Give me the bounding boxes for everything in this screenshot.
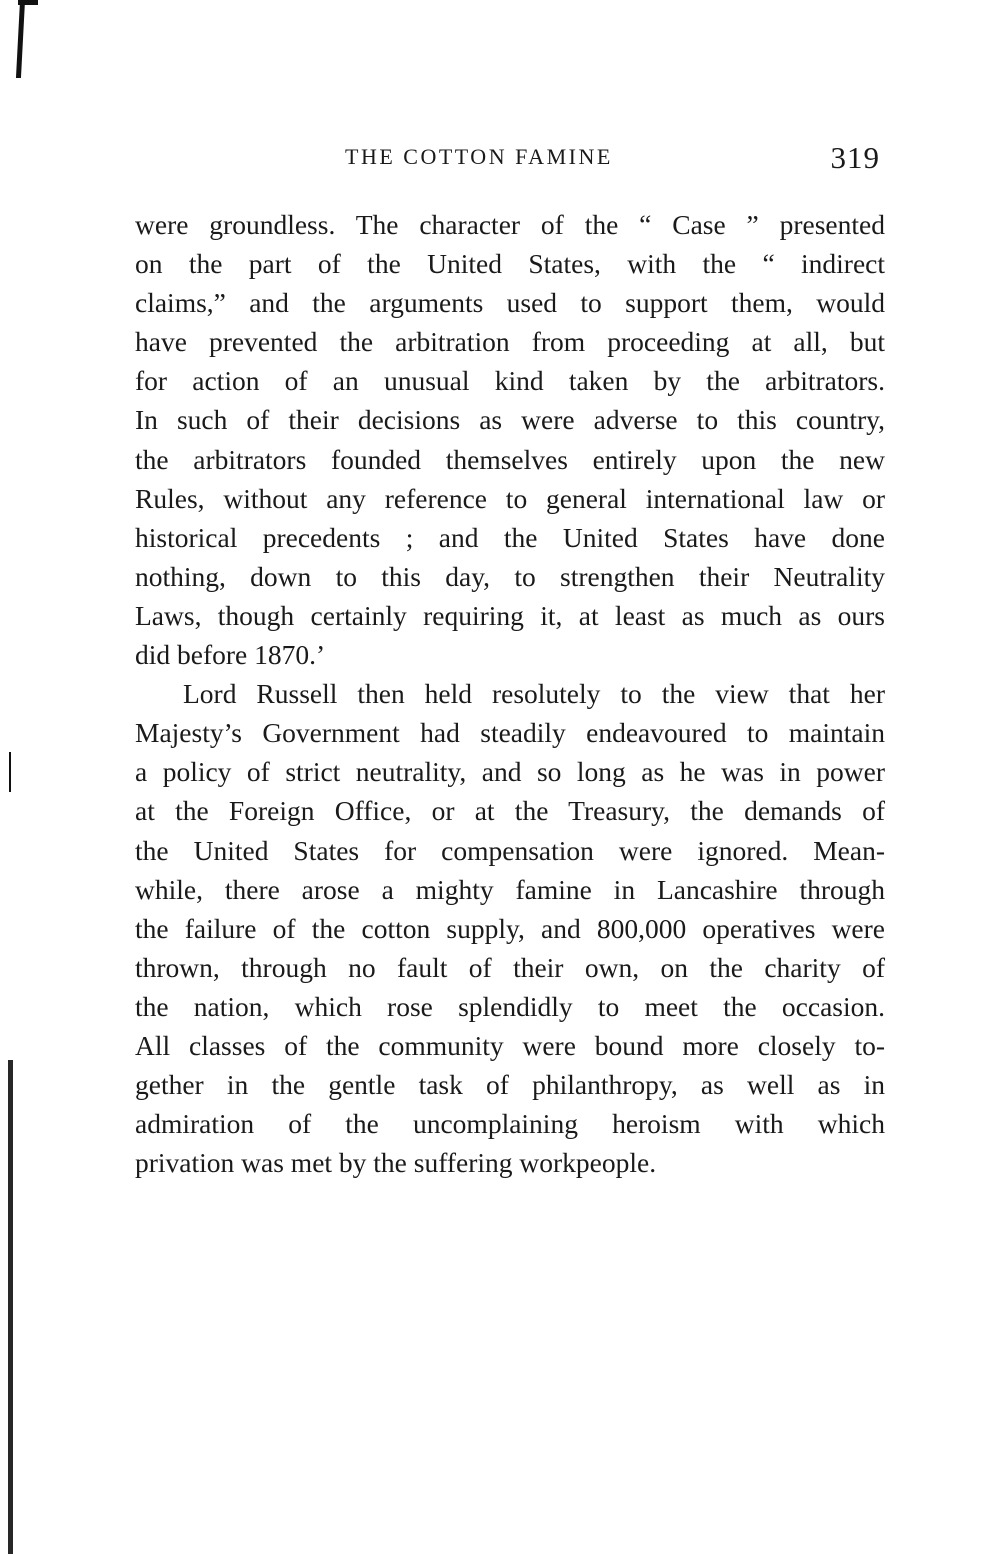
text-line: thrown, through no fault of their own, on the charity of <box>135 951 885 983</box>
text-line: historical precedents ; and the United States have done <box>135 521 885 553</box>
text-line: did before 1870.’ <box>135 639 326 671</box>
text-line: In such of their decisions as were adverse to this country, <box>135 404 885 436</box>
paragraph-1 <box>135 205 885 674</box>
text-line: Lord Russell then held resolutely to the view that her <box>183 678 885 710</box>
text-line: claims,” and the arguments used to support them, would <box>135 287 885 319</box>
text-line: the arbitrators founded themselves entirely upon the new <box>135 443 885 475</box>
scan-edge-mark-top <box>16 0 25 78</box>
text-line: at the Foreign Office, or at the Treasury, the demands of <box>135 795 885 827</box>
text-line: Laws, though certainly requiring it, at least as much as ours <box>135 599 885 631</box>
text-line: the United States for compensation were ignored. Mean- <box>135 834 885 866</box>
text-line: Rules, without any reference to general international law or <box>135 482 885 514</box>
scan-edge-mark-mid <box>9 752 11 792</box>
text-line: Majesty’s Government had steadily endeavoured to maintain <box>135 717 885 749</box>
paragraph-2 <box>135 674 885 1182</box>
text-line: the nation, which rose splendidly to meet the occasion. <box>135 990 885 1022</box>
text-line: the failure of the cotton supply, and 800,000 operatives were <box>135 912 885 944</box>
text-line: gether in the gentle task of philanthropy, as well as in <box>135 1069 885 1101</box>
text-line: while, there arose a mighty famine in Lancashire through <box>135 873 885 905</box>
text-line: All classes of the community were bound more closely to- <box>135 1029 885 1061</box>
text-line: nothing, down to this day, to strengthen their Neutrality <box>135 560 885 592</box>
page-number: 319 <box>830 140 880 175</box>
scan-edge-mark-bottom <box>8 1060 13 1554</box>
running-head <box>135 140 890 180</box>
text-line: were groundless. The character of the “ Case ” presented <box>135 209 885 240</box>
text-line: have prevented the arbitration from proceeding at all, but <box>135 326 885 358</box>
text-line: on the part of the United States, with the “ indirect <box>135 248 885 280</box>
text-line: for action of an unusual kind taken by the arbitrators. <box>135 365 885 397</box>
running-title: THE COTTON FAMINE <box>345 144 613 169</box>
scan-edge-mark-top-hook <box>18 0 38 5</box>
text-line: privation was met by the suffering workpeople. <box>135 1147 657 1179</box>
text-line: admiration of the uncomplaining heroism with which <box>135 1108 885 1140</box>
text-line: a policy of strict neutrality, and so long as he was in power <box>135 756 885 788</box>
body-text <box>135 205 885 1182</box>
